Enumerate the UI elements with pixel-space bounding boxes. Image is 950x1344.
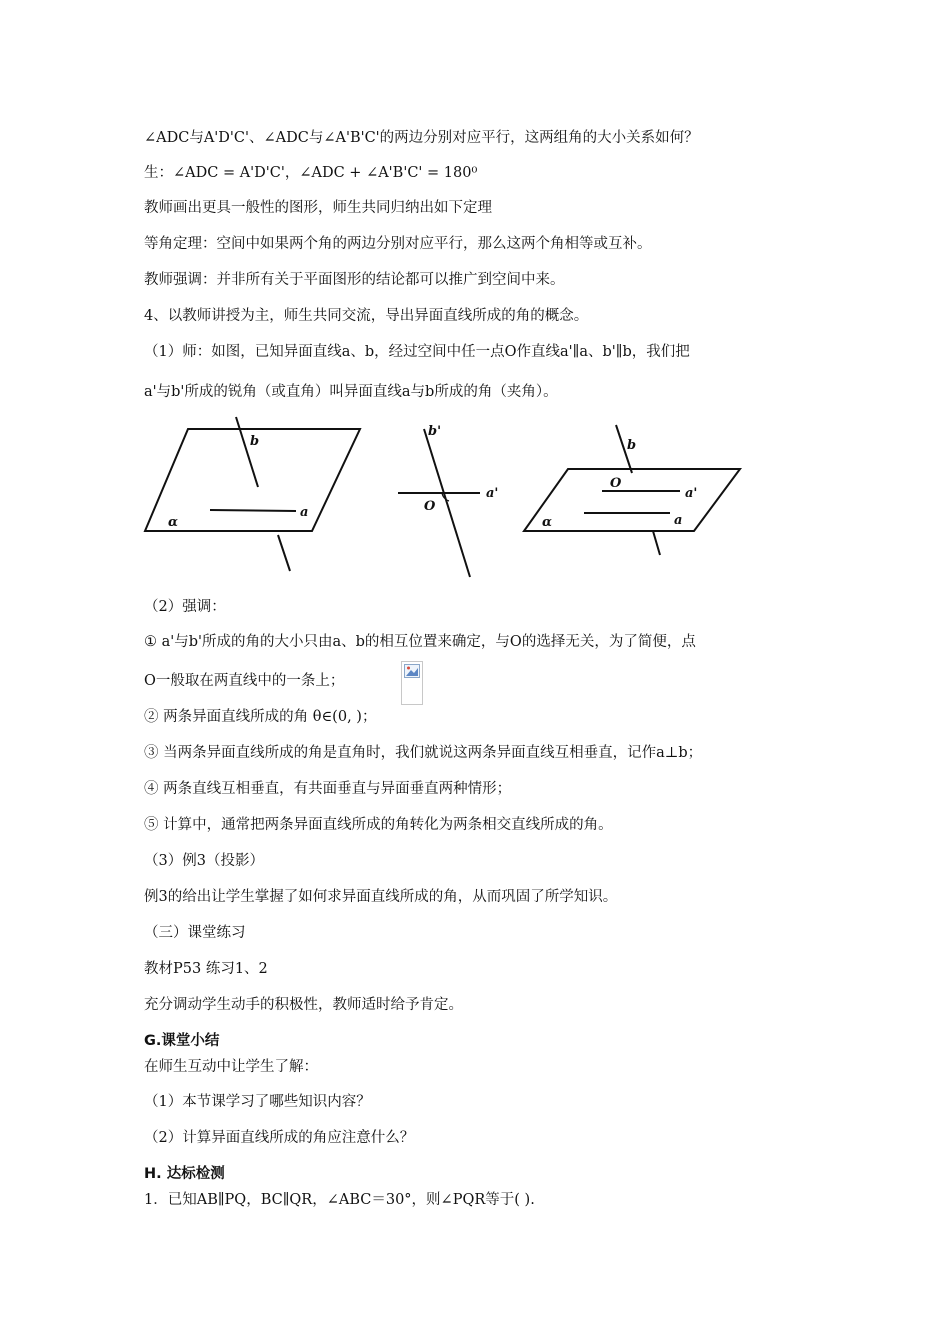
label-a: a: [300, 505, 309, 520]
text-line: 例3的给出让学生掌握了如何求异面直线所成的角，从而巩固了所学知识。: [144, 889, 618, 905]
text-line: ④ 两条直线互相垂直，有共面垂直与异面垂直两种情形；: [144, 781, 512, 797]
label-alpha-2: α: [542, 515, 553, 530]
text-line: 等角定理：空间中如果两个角的两边分别对应平行，那么这两个角相等或互补。: [144, 236, 652, 252]
text-line: ∠ADC与A'D'C'、∠ADC与∠A'B'C'的两边分别对应平行，这两组角的大小关系如何？: [144, 130, 699, 146]
broken-image-icon: [404, 664, 420, 678]
broken-image-placeholder: [401, 661, 423, 705]
text-line: 教师画出更具一般性的图形，师生共同归纳出如下定理: [144, 200, 492, 216]
plane-alpha-2: [524, 469, 740, 531]
text-line: 4、以教师讲授为主，师生共同交流，导出异面直线所成的角的概念。: [144, 308, 589, 324]
section-heading: G.课堂小结: [144, 1033, 220, 1049]
text-line: 1．已知AB∥PQ，BC∥QR，∠ABC＝30°，则∠PQR等于( ).: [144, 1192, 535, 1208]
label-alpha: α: [168, 515, 179, 530]
skew-lines-figures: [140, 415, 760, 585]
label-b-2: b: [627, 438, 637, 453]
label-a-prime-2: a': [685, 486, 698, 501]
text-line: （2）强调：: [144, 599, 226, 615]
text-line: ⑤ 计算中，通常把两条异面直线所成的角转化为两条相交直线所成的角。: [144, 817, 613, 833]
text-line: （2）计算异面直线所成的角应注意什么？: [144, 1130, 415, 1146]
section-heading: H. 达标检测: [144, 1166, 225, 1182]
line-b-lower-2: [653, 531, 660, 555]
text-line: 教材P53 练习1、2: [144, 961, 268, 977]
label-b-prime: b': [428, 424, 442, 439]
text-line: ③ 当两条异面直线所成的角是直角时，我们就说这两条异面直线互相垂直，记作a⊥b；: [144, 745, 703, 761]
line-a: [210, 510, 296, 511]
label-a-prime: a': [486, 486, 499, 501]
text-line: （三）课堂练习: [144, 925, 246, 941]
text-line: 教师强调：并非所有关于平面图形的结论都可以推广到空间中来。: [144, 272, 565, 288]
line-b-upper: [236, 417, 258, 487]
label-O-2: O: [610, 476, 622, 491]
text-line: O一般取在两直线中的一条上；: [144, 673, 345, 689]
text-line: a'与b'所成的锐角（或直角）叫异面直线a与b所成的角（夹角）。: [144, 384, 558, 400]
text-line: （1）师：如图，已知异面直线a、b，经过空间中任一点O作直线a'∥a、b'∥b，我们把: [144, 344, 690, 360]
line-b-lower: [278, 535, 290, 571]
text-line: 生：∠ADC = A'D'C'，∠ADC + ∠A'B'C' = 180⁰: [144, 165, 478, 181]
label-a-2: a: [674, 513, 683, 528]
text-line: ① a'与b'所成的角的大小只由a、b的相互位置来确定，与O的选择无关，为了简便，点: [144, 634, 696, 650]
label-b: b: [250, 434, 260, 449]
text-line: 充分调动学生动手的积极性，教师适时给予肯定。: [144, 997, 463, 1013]
text-line: （3）例3（投影）: [144, 853, 264, 869]
text-line: ② 两条异面直线所成的角 θ∈(0, )；: [144, 709, 377, 725]
label-O: O: [424, 499, 436, 514]
text-line: （1）本节课学习了哪些知识内容？: [144, 1094, 371, 1110]
text-line: 在师生互动中让学生了解：: [144, 1059, 318, 1075]
